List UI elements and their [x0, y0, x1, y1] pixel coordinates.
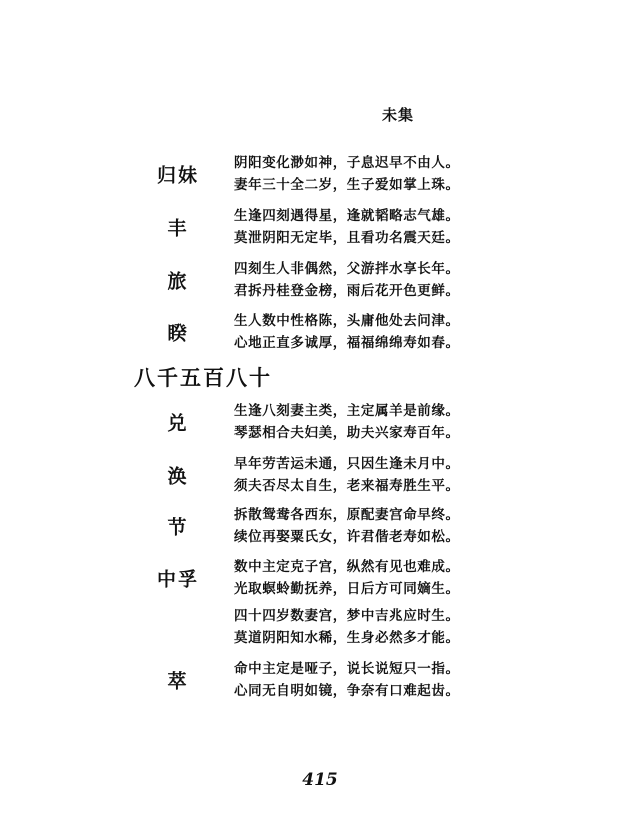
- verse-couplet: [234, 504, 460, 548]
- hexagram-name: 丰: [167, 217, 189, 240]
- verse-line: 心地正直多诚厚，福福绵绵寿如春。: [234, 335, 460, 351]
- verse-couplet: [234, 658, 460, 702]
- hexagram-name: 归妹: [156, 164, 199, 187]
- running-head: 未集: [382, 106, 415, 124]
- hexagram-name: 旅: [167, 270, 189, 293]
- verse-entry: [0, 658, 640, 702]
- verse-couplet: [234, 400, 460, 444]
- verse-line: 续位再娶粟氏女，许君偕老寿如松。: [234, 529, 460, 545]
- verse-line: 阴阳变化渺如神，子息迟早不由人。: [234, 155, 460, 171]
- verse-entry: [0, 310, 640, 354]
- verse-entry: [0, 504, 640, 548]
- verse-line: 数中主定克子宫，纵然有见也难成。: [234, 559, 460, 575]
- verse-line: 妻年三十全二岁，生子爱如掌上珠。: [234, 177, 460, 193]
- verse-line: 生人数中性格陈，头庸他处去问津。: [234, 313, 460, 329]
- verse-line: 生逢八刻妻主类，主定属羊是前缘。: [234, 403, 460, 419]
- verse-entry: [0, 453, 640, 497]
- verse-line: 拆散鸳鸯各西东，原配妻宫命早终。: [234, 507, 460, 523]
- verse-couplet: [234, 605, 460, 649]
- verse-couplet: [234, 258, 460, 302]
- verse-couplet: [234, 152, 460, 196]
- verse-line: 光取螟蛉勤抚养，日后方可同嫡生。: [234, 581, 460, 597]
- verse-line: 生逢四刻遇得星，逢就韬略志气雄。: [234, 208, 460, 224]
- section-heading: 八千五百八十: [134, 365, 272, 390]
- verse-entry: [0, 556, 640, 600]
- hexagram-name: 兑: [167, 412, 189, 435]
- verse-entry: [0, 605, 640, 649]
- verse-line: 君拆丹桂登金榜，雨后花开色更鲜。: [234, 283, 460, 299]
- verse-line: 须夫否尽太自生，老来福寿胜生平。: [234, 478, 460, 494]
- verse-line: 早年劳苦运未通，只因生逢未月中。: [234, 456, 460, 472]
- verse-entry: [0, 258, 640, 302]
- hexagram-name: 萃: [167, 670, 189, 693]
- verse-line: 四十四岁数妻宫，梦中吉兆应时生。: [234, 608, 460, 624]
- verse-line: 琴瑟相合夫妇美，助夫兴家寿百年。: [234, 425, 460, 441]
- verse-entry: [0, 152, 640, 196]
- verse-line: 四刻生人非偶然，父游拌水享长年。: [234, 261, 460, 277]
- verse-line: 莫道阴阳知水稀，生身必然多才能。: [234, 630, 460, 646]
- verse-line: 莫泄阴阳无定毕，且看功名震天廷。: [234, 230, 460, 246]
- hexagram-name: 节: [167, 516, 189, 539]
- verse-line: 命中主定是哑子，说长说短只一指。: [234, 661, 460, 677]
- hexagram-name: 睽: [167, 322, 189, 345]
- verse-couplet: [234, 453, 460, 497]
- hexagram-name: 中孚: [156, 568, 199, 591]
- page-number: 415: [302, 770, 338, 790]
- verse-couplet: [234, 556, 460, 600]
- verse-line: 心同无自明如镜，争奈有口难起齿。: [234, 683, 460, 699]
- hexagram-name: 涣: [167, 465, 189, 488]
- verse-couplet: [234, 310, 460, 354]
- verse-entry: [0, 205, 640, 249]
- verse-couplet: [234, 205, 460, 249]
- verse-entry: [0, 400, 640, 444]
